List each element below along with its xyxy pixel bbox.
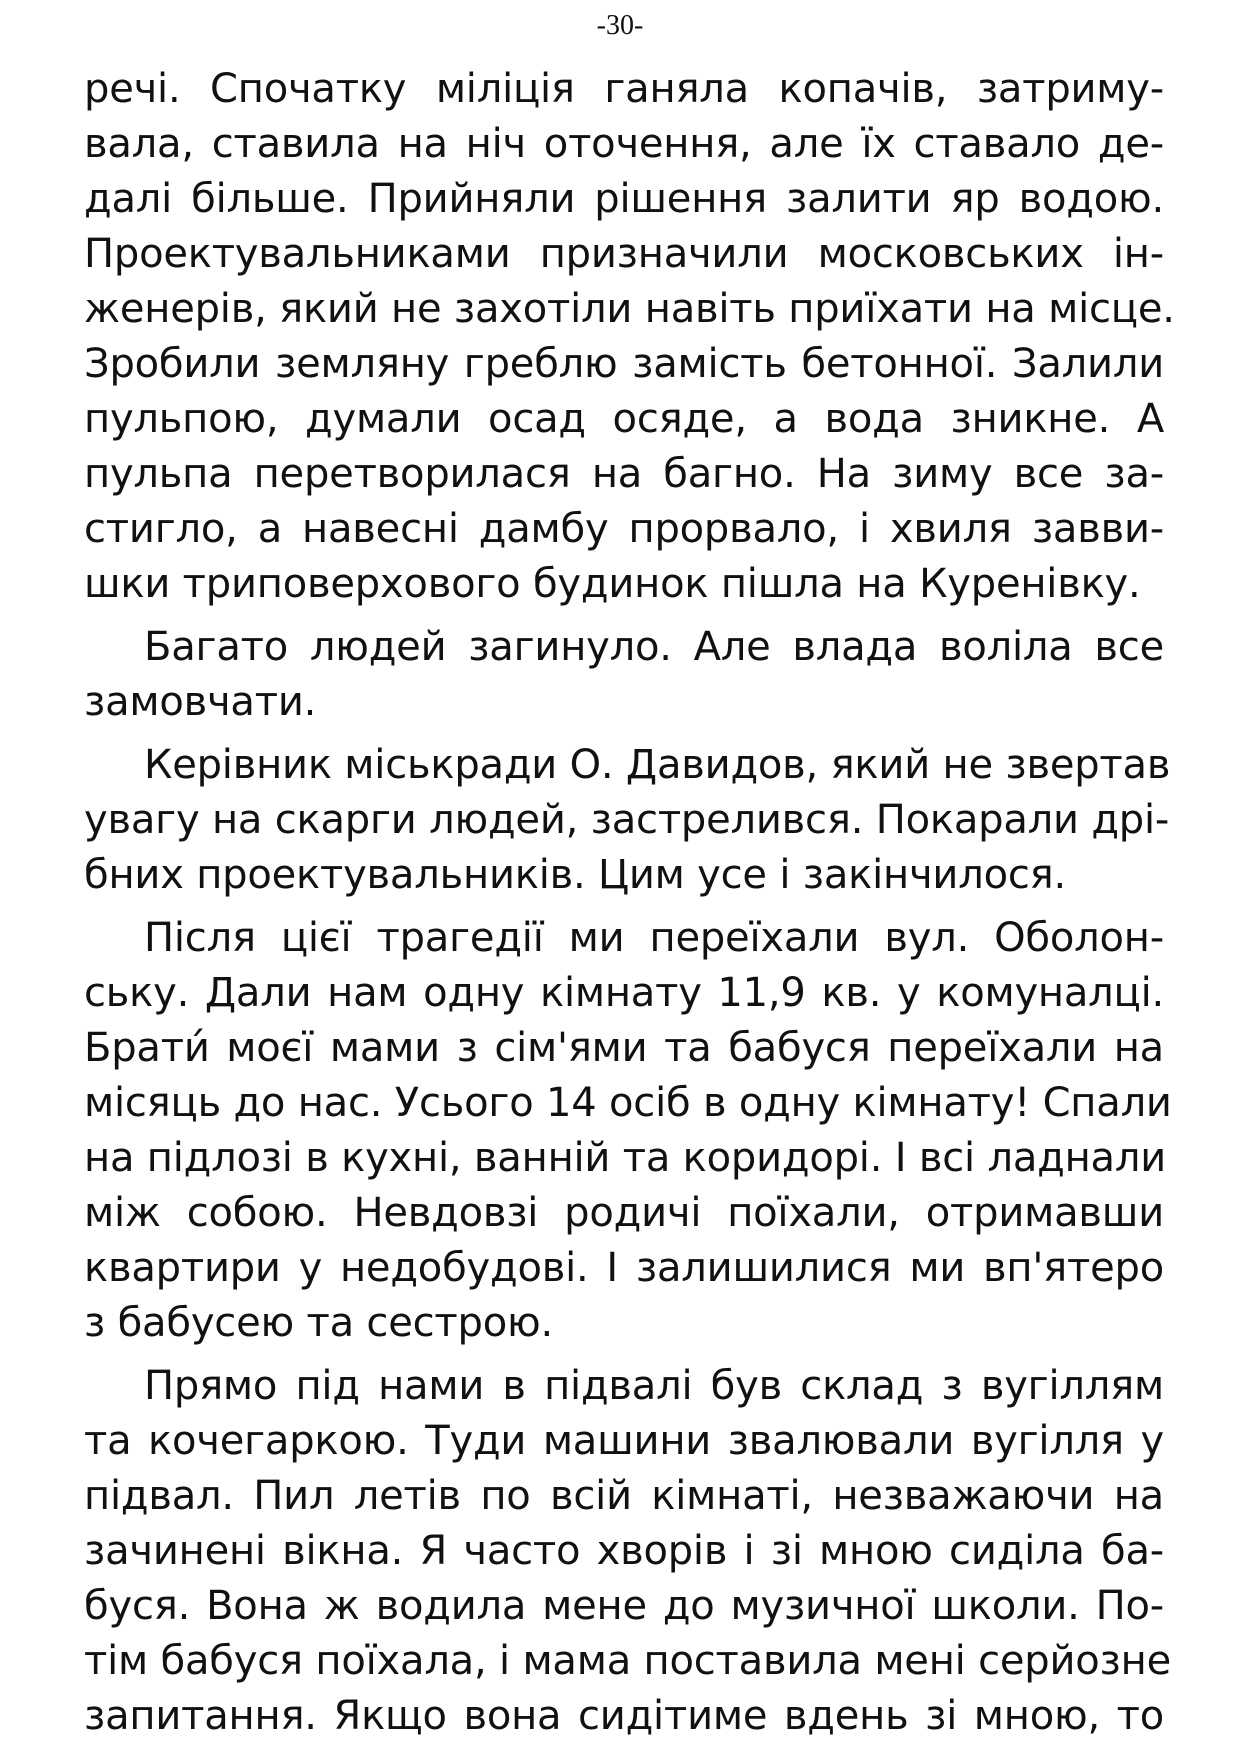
text-line: Проектувальниками призначили московських ін- bbox=[84, 231, 1164, 277]
page-number: -30- bbox=[596, 10, 644, 41]
text-line: стигло, а навесні дамбу прорвало, і хвиля завви- bbox=[84, 506, 1164, 552]
text-line: Багато людей загинуло. Але влада воліла все bbox=[144, 624, 1164, 670]
text-line: Після цієї трагедії ми переїхали вул. Оболон- bbox=[144, 915, 1164, 961]
text-line: Прямо під нами в підвалі був склад з вугіллям bbox=[144, 1363, 1164, 1409]
text-line: бних проектувальників. Цим усе і закінчилося. bbox=[84, 852, 1067, 898]
text-line: квартири у недобудові. І залишилися ми вп'ятеро bbox=[84, 1245, 1164, 1291]
text-line: запитання. Якщо вона сидітиме вдень зі мною, то bbox=[84, 1693, 1164, 1739]
text-line: пульпою, думали осад осяде, а вода зникне. А bbox=[84, 396, 1164, 442]
text-line: Брати́ моєї мами з сім'ями та бабуся переїхали на bbox=[84, 1025, 1164, 1071]
text-line: замовчати. bbox=[84, 679, 317, 725]
text-line: вала, ставила на ніч оточення, але їх ставало де- bbox=[84, 121, 1164, 167]
text-line: з бабусею та сестрою. bbox=[84, 1300, 553, 1346]
text-line: на підлозі в кухні, ванній та коридорі. І всі ладнали bbox=[84, 1135, 1167, 1181]
text-line: шки триповерхового будинок пішла на Куренівку. bbox=[84, 561, 1141, 607]
text-line: тім бабуся поїхала, і мама поставила мені серйозне bbox=[84, 1638, 1171, 1684]
text-line: ську. Дали нам одну кімнату 11,9 кв. у комуналці. bbox=[84, 970, 1164, 1016]
text-line: увагу на скарги людей, застрелився. Покарали дрі- bbox=[84, 797, 1170, 843]
text-line: та кочегаркою. Туди машини звалювали вугілля у bbox=[84, 1418, 1164, 1464]
text-line: зачинені вікна. Я часто хворів і зі мною сиділа ба- bbox=[84, 1528, 1164, 1574]
text-line: женерів, який не захотіли навіть приїхати на місце. bbox=[84, 286, 1175, 332]
text-line: між собою. Невдовзі родичі поїхали, отримавши bbox=[84, 1190, 1164, 1236]
body-text bbox=[84, 62, 1175, 1744]
text-line: пульпа перетворилася на багно. На зиму все за- bbox=[84, 451, 1164, 497]
text-line: буся. Вона ж водила мене до музичної школи. По- bbox=[84, 1583, 1164, 1629]
text-line: далі більше. Прийняли рішення залити яр водою. bbox=[84, 176, 1164, 222]
text-line: речі. Спочатку міліція ганяла копачів, затриму- bbox=[84, 66, 1164, 112]
text-line: місяць до нас. Усього 14 осіб в одну кімнату! Спали bbox=[84, 1080, 1172, 1126]
text-line: Зробили земляну греблю замість бетонної. Залили bbox=[84, 341, 1164, 387]
text-line: підвал. Пил летів по всій кімнаті, незважаючи на bbox=[84, 1473, 1164, 1519]
text-line: Керівник міськради О. Давидов, який не звертав bbox=[144, 742, 1171, 788]
